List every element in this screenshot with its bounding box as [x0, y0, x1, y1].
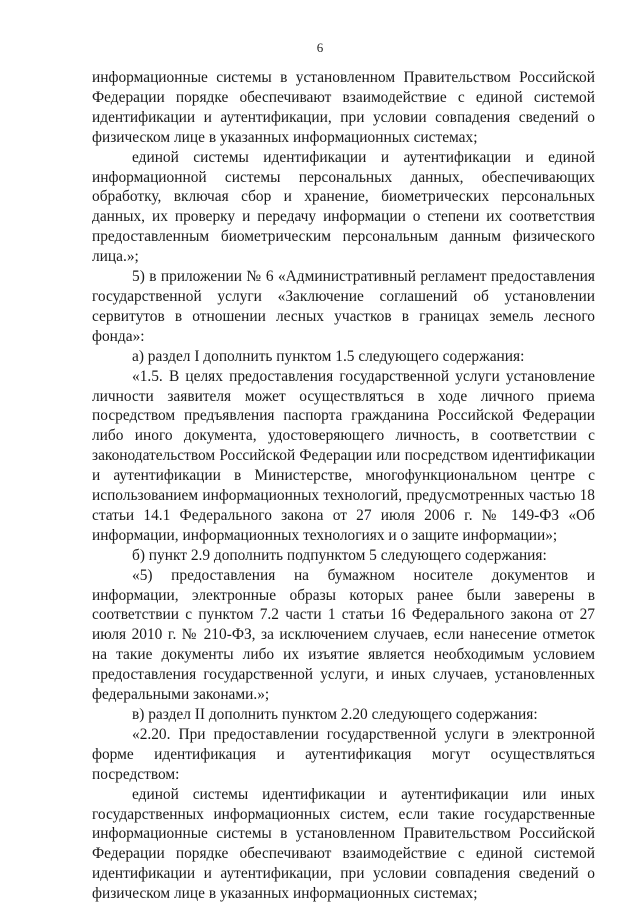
- paragraph: «2.20. При предоставлении государственной услуги в электронной форме идентификация и аутентификация могут осуществляться посредством:: [92, 725, 595, 783]
- paragraph: в) раздел II дополнить пунктом 2.20 следующего содержания:: [132, 706, 538, 723]
- paragraph: информационные системы в установленном Правительством Российской Федерации порядке обеспечивают взаимодействие с единой системой идентификации и аутентификации, при условии совпадения сведений о физическом лице в указанных информационных системах;: [92, 69, 595, 146]
- paragraph: «1.5. В целях предоставления государственной услуги установление личности заявителя может осуществляться в ходе личного приема посредством предъявления паспорта гражданина Российской Федерации либо иного документа, удостоверяющего личность, в соответствии с законодательством Российской Федерации или посредством идентификации и аутентификации в Министерстве, многофункциональном центре с использованием информационных технологий, предусмотренных частью 18 статьи 14.1 Федерального закона от 27 июля 2006 г. № 149-ФЗ «Об информации, информационных технологиях и о защите информации»;: [92, 367, 595, 544]
- paragraph: единой системы идентификации и аутентификации или иных государственных информационных систем, если такие государственные информационные системы в установленном Правительством Российской Федерации порядке обеспечивают взаимодействие с единой системой идентификации и аутентификации, при условии совпадения сведений о физическом лице в указанных информационных системах;: [92, 785, 595, 903]
- page-number: 6: [316, 40, 324, 55]
- paragraph: а) раздел I дополнить пунктом 1.5 следующего содержания:: [132, 347, 525, 365]
- paragraph: единой системы идентификации и аутентификации и единой информационной системы персональных данных, обеспечивающих обработку, включая сбор и хранение, биометрических персональных данных, их проверку и передачу информации о степени их соответствия предоставленным биометрическим персональным данным физического лица.»;: [92, 148, 595, 266]
- document-body: [92, 68, 595, 904]
- paragraph: «5) предоставления на бумажном носителе документов и информации, электронные образы которых ранее были заверены в соответствии с пунктом 7.2 части 1 статьи 16 Федерального закона от 27 июля 2010 г. № 210-ФЗ, за исключением случаев, если нанесение отметок на такие документы либо их изъятие является необходимым условием предоставления государственной услуги, и иных случаев, установленных федеральными законами.»;: [92, 566, 595, 704]
- paragraph: б) пункт 2.9 дополнить подпунктом 5 следующего содержания:: [132, 546, 547, 564]
- paragraph: 5) в приложении № 6 «Административный регламент предоставления государственной услуги «Заключение соглашений об установлении сервитутов в отношении лесных участков в границах земель лесного фонда»:: [92, 268, 595, 345]
